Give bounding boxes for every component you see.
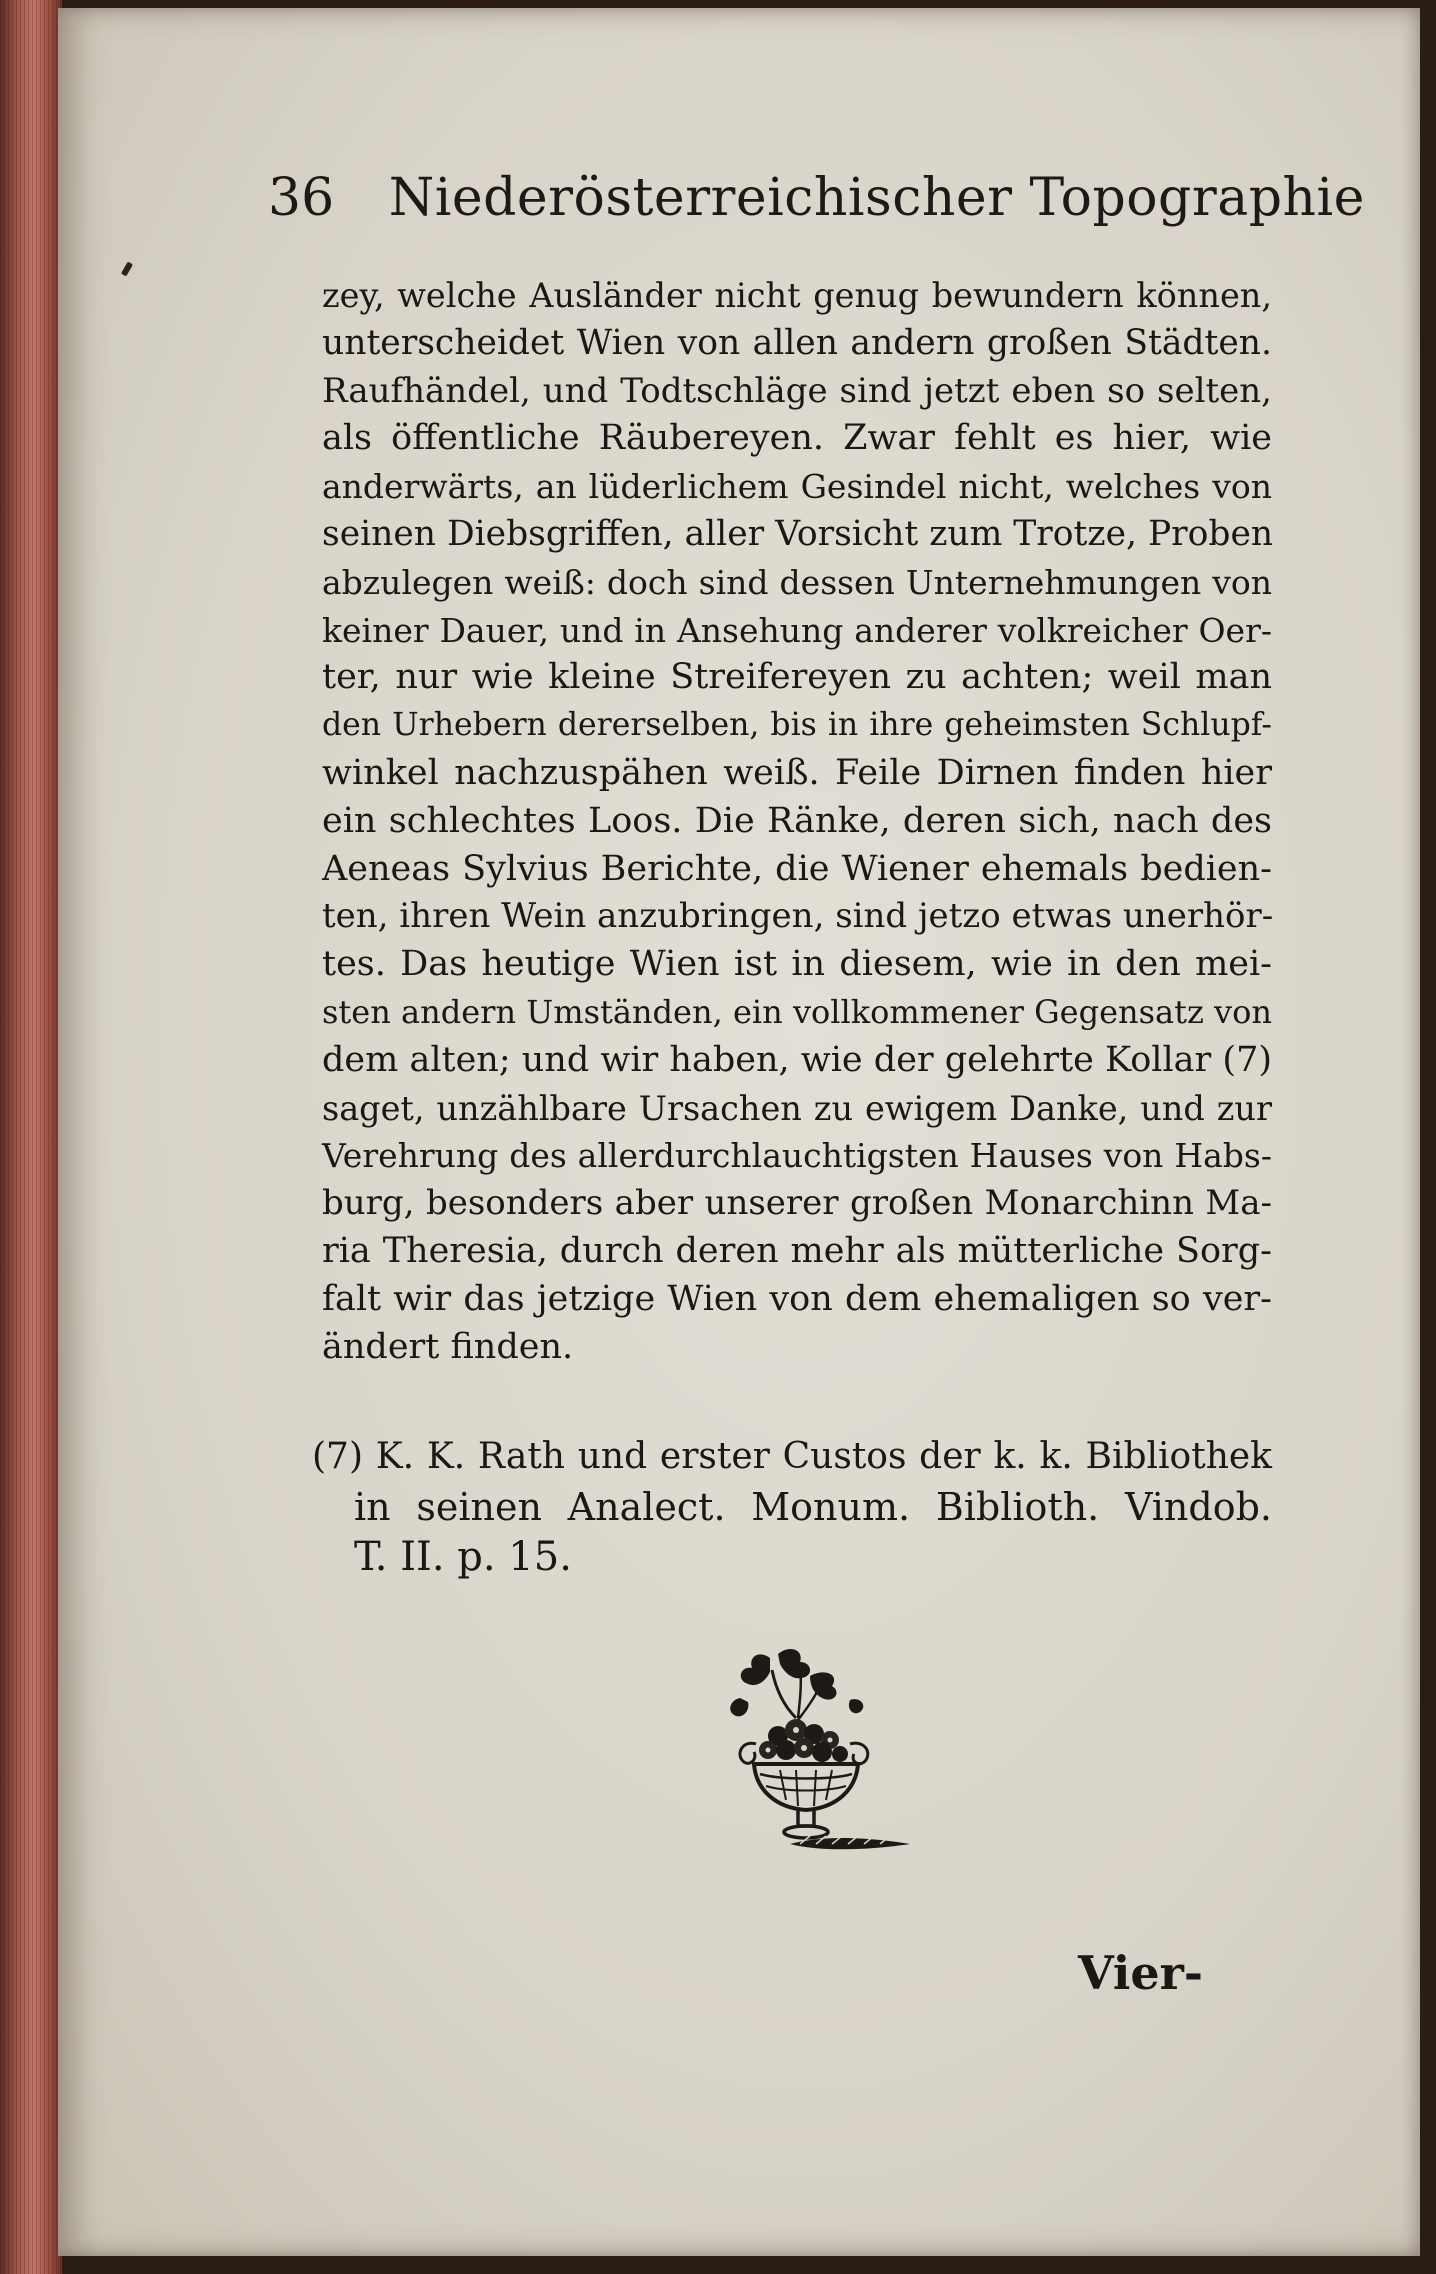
- text-line: den Urhebern dererselben, bis in ihre geheimsten Schlupf-: [322, 707, 1272, 744]
- text-line: seinen Diebsgriffen, aller Vorsicht zum Trotze, Proben: [322, 513, 1274, 554]
- book-edge-texture: [0, 0, 62, 2274]
- text-line: abzulegen weiß: doch sind dessen Unternehmungen von: [322, 562, 1272, 602]
- text-line: tes. Das heutige Wien ist in diesem, wie in den mei-: [322, 944, 1272, 985]
- text-line: Raufhändel, und Todtschläge sind jetzt eben so selten,: [322, 370, 1272, 411]
- text-line: anderwärts, an lüderlichem Gesindel nicht, welches von: [322, 467, 1272, 507]
- text-line: sten andern Umständen, ein vollkommener Gegensatz von: [322, 992, 1272, 1031]
- footnote-line: (7) K. K. Rath und erster Custos der k. k. Bibliothek: [312, 1436, 1272, 1477]
- page-number: 36: [268, 168, 335, 228]
- fruit-basket-vignette-icon: [700, 1640, 940, 1880]
- text-line: burg, besonders aber unserer großen Monarchinn Ma-: [322, 1183, 1272, 1224]
- footnote-line: T. II. p. 15.: [354, 1534, 572, 1580]
- text-line: Verehrung des allerdurchlauchtigsten Hauses von Habs-: [322, 1136, 1272, 1176]
- text-line: falt wir das jetzige Wien von dem ehemaligen so ver-: [322, 1278, 1272, 1319]
- text-line: als öffentliche Räubereyen. Zwar fehlt es hier, wie: [322, 418, 1272, 459]
- text-line: keiner Dauer, und in Ansehung anderer volkreicher Oer-: [322, 610, 1272, 650]
- text-line: saget, unzählbare Ursachen zu ewigem Danke, und zur: [322, 1088, 1272, 1128]
- text-line: winkel nachzuspähen weiß. Feile Dirnen finden hier: [322, 752, 1272, 793]
- text-line: dem alten; und wir haben, wie der gelehrte Kollar (7): [322, 1039, 1272, 1080]
- text-line: unterscheidet Wien von allen andern großen Städten.: [322, 322, 1272, 363]
- running-title: Niederösterreichischer Topographie: [388, 168, 1365, 228]
- text-line: ändert finden.: [322, 1326, 574, 1367]
- body-text: [322, 272, 1272, 1371]
- text-line: ten, ihren Wein anzubringen, sind jetzo etwas unerhör-: [322, 896, 1274, 937]
- footnote: [312, 1432, 1272, 1582]
- text-line: ter, nur wie kleine Streifereyen zu achten; weil man: [322, 657, 1272, 698]
- text-line: Aeneas Sylvius Berichte, die Wiener ehemals bedien-: [322, 848, 1272, 889]
- catchword: Vier-: [1078, 1946, 1203, 2000]
- footnote-line: in seinen Analect. Monum. Biblioth. Vindob.: [354, 1485, 1272, 1529]
- text-line: ein schlechtes Loos. Die Ränke, deren sich, nach des: [322, 800, 1272, 841]
- text-line: zey, welche Ausländer nicht genug bewundern können,: [322, 276, 1272, 315]
- text-line: ria Theresia, durch deren mehr als mütterliche Sorg-: [322, 1230, 1272, 1271]
- page-header: [268, 168, 1365, 238]
